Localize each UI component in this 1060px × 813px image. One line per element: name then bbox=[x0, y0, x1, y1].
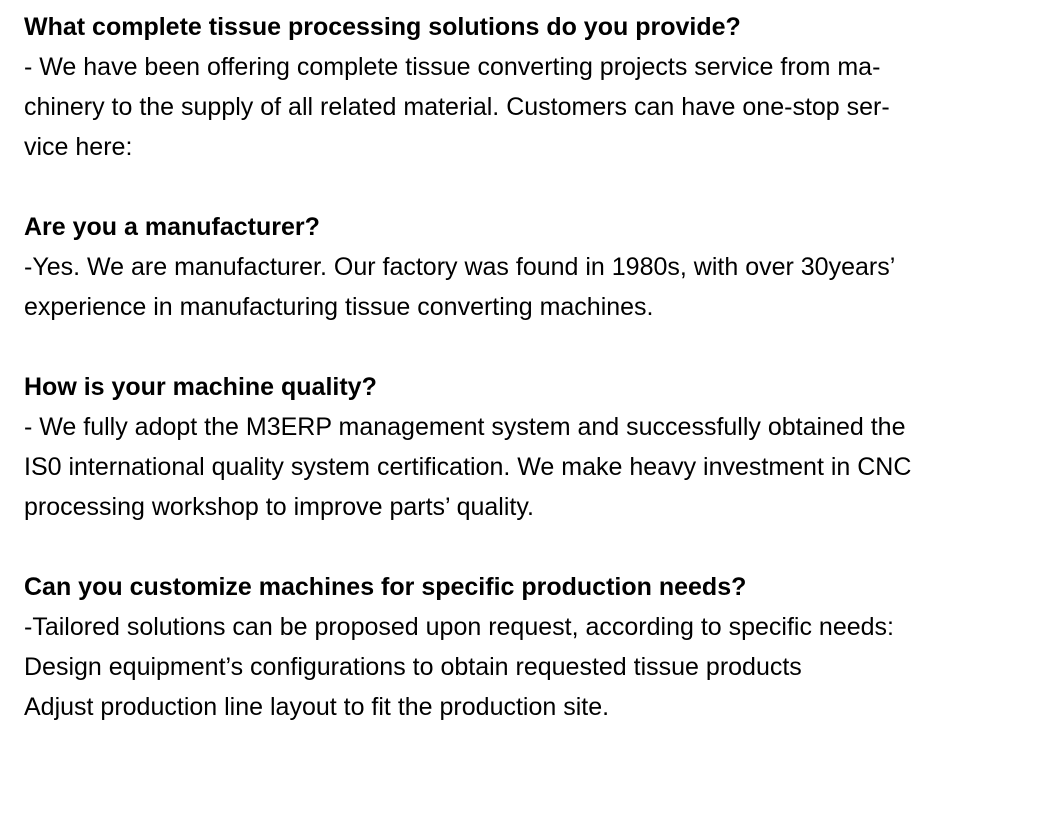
faq-list bbox=[24, 7, 1044, 727]
faq-item bbox=[24, 207, 1044, 327]
faq-question: How is your machine quality? bbox=[24, 373, 377, 401]
faq-answer-line: Adjust production line layout to fit the production site. bbox=[24, 693, 610, 721]
faq-answer-line: -Yes. We are manufacturer. Our factory was found in 1980s, with over 30years’ bbox=[24, 253, 896, 281]
faq-answer-line: IS0 international quality system certification. We make heavy investment in CNC bbox=[24, 453, 912, 481]
faq-item bbox=[24, 7, 1044, 167]
faq-question: Are you a manufacturer? bbox=[24, 213, 320, 241]
faq-answer-line: experience in manufacturing tissue converting machines. bbox=[24, 293, 654, 321]
faq-answer-line: - We fully adopt the M3ERP management system and successfully obtained the bbox=[24, 413, 906, 441]
faq-question: Can you customize machines for specific production needs? bbox=[24, 573, 747, 601]
faq-question: What complete tissue processing solutions do you provide? bbox=[24, 13, 741, 41]
spacer bbox=[24, 327, 1044, 367]
faq-answer-line: - We have been offering complete tissue converting projects service from ma- bbox=[24, 53, 881, 81]
faq-item bbox=[24, 367, 1044, 527]
faq-answer-line: vice here: bbox=[24, 133, 133, 161]
spacer bbox=[24, 527, 1044, 567]
faq-answer-line: chinery to the supply of all related material. Customers can have one-stop ser- bbox=[24, 93, 890, 121]
faq-answer-line: -Tailored solutions can be proposed upon request, according to specific needs: bbox=[24, 613, 894, 641]
faq-answer-line: processing workshop to improve parts’ quality. bbox=[24, 493, 534, 521]
faq-item bbox=[24, 567, 1044, 727]
spacer bbox=[24, 167, 1044, 207]
faq-answer-line: Design equipment’s configurations to obtain requested tissue products bbox=[24, 653, 802, 681]
